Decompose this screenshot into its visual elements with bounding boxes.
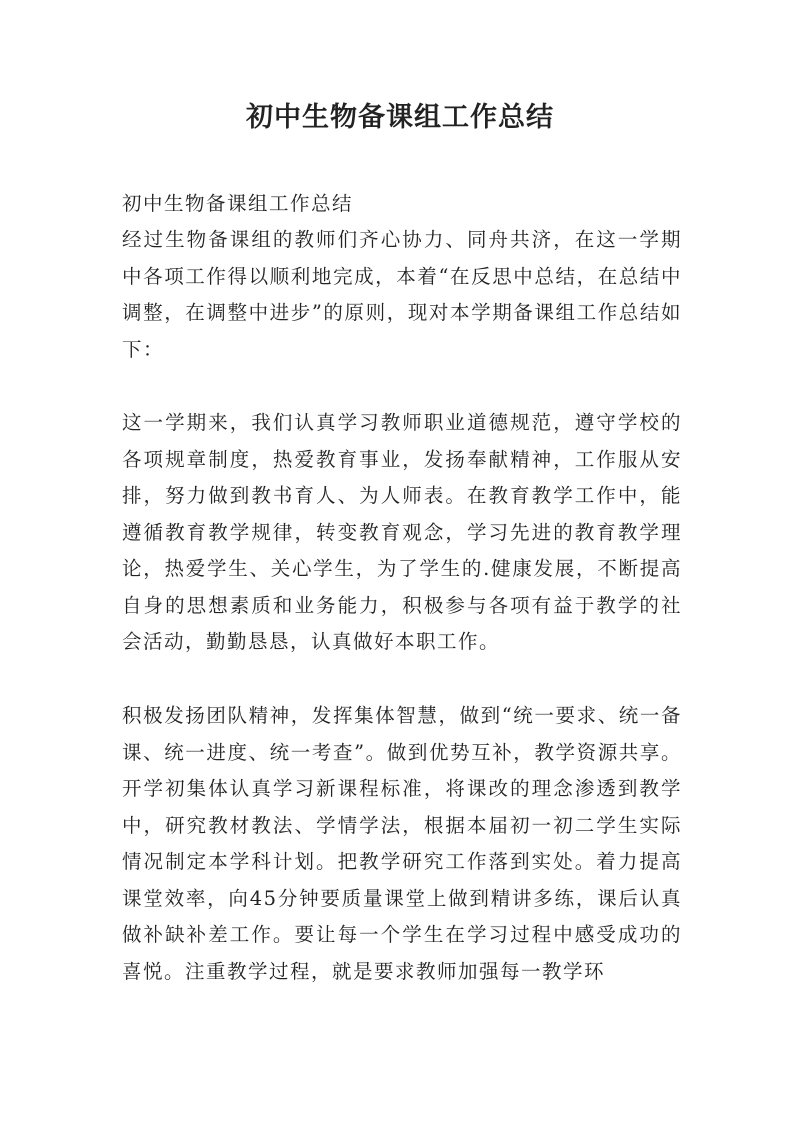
paragraph-2: 这一学期来，我们认真学习教师职业道德规范，遵守学校的各项规章制度，热爱教育事业，发扬奉献精神，工作服从安排，努力做到教书育人、为人师表。在教育教学工作中，能遵循教育教学规律，转变教育观念，学习先进的教育教学理论，热爱学生、关心学生，为了学生的.健康发展，不断提高自身的思想素质和业务能力，积极参与各项有益于教学的社会活动，勤勤恳恳，认真做好本职工作。 xyxy=(122,411,682,653)
document-title: 初中生物备课组工作总结 xyxy=(246,102,554,133)
paragraph-1: 经过生物备课组的教师们齐心协力、同舟共济，在这一学期中各项工作得以顺利地完成，本着“在反思中总结，在总结中调整，在调整中进步”的原则，现对本学期备课组工作总结如下： xyxy=(122,228,682,361)
paragraph-3: 积极发扬团队精神，发挥集体智慧，做到“统一要求、统一备课、统一进度、统一考查”。做到优势互补，教学资源共享。开学初集体认真学习新课程标准，将课改的理念渗透到教学中，研究教材教法、学情学法，根据本届初一初二学生实际情况制定本学科计划。把教学研究工作落到实处。着力提高课堂效率，向45分钟要质量课堂上做到精讲多练，课后认真做补缺补差工作。要让每一个学生在学习过程中感受成功的喜悦。注重教学过程，就是要求教师加强每一教学环 xyxy=(122,704,682,983)
document-subtitle: 初中生物备课组工作总结 xyxy=(122,192,354,215)
